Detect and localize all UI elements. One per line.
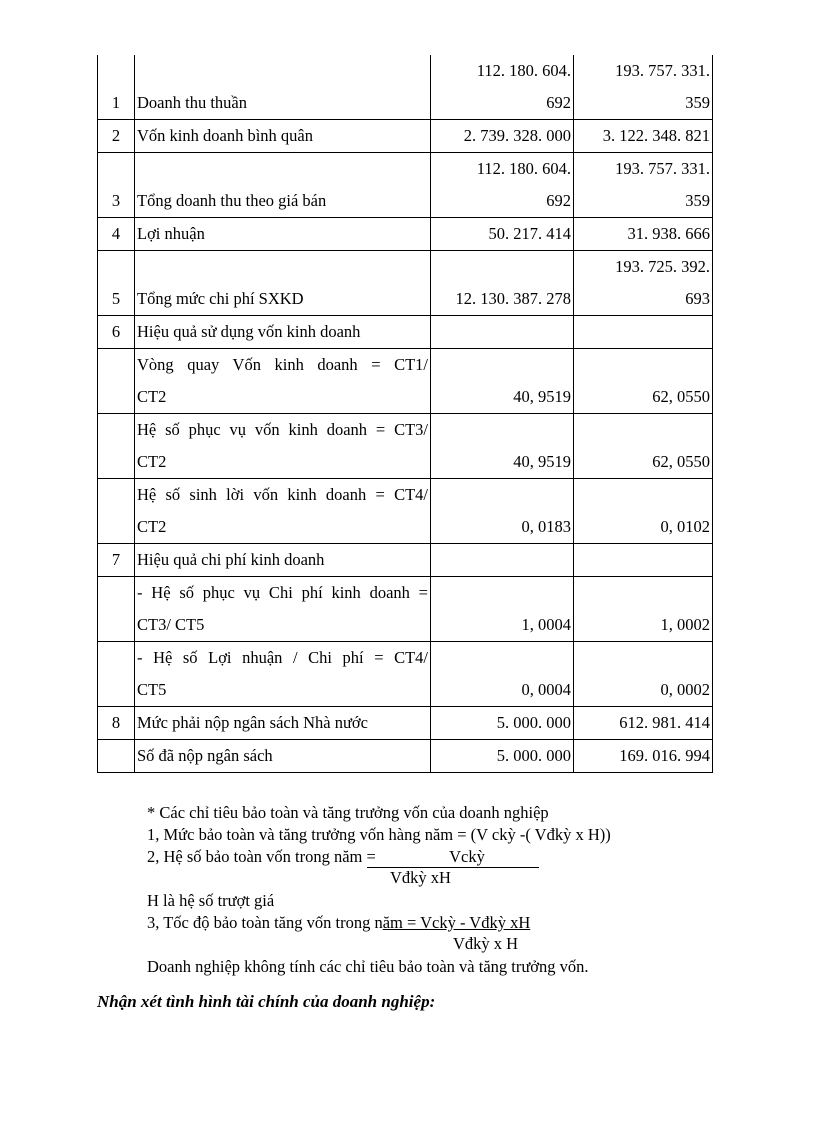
cell-stt [98, 218, 135, 251]
cell-name-line: - Hệ số Lợi nhuận / Chi phí = CT4/ [137, 648, 428, 667]
table-row [98, 740, 713, 773]
cell-value-2-line [576, 479, 710, 511]
cell-name [135, 479, 431, 544]
cell-value-2 [574, 414, 713, 479]
cell-value-1-line [433, 316, 571, 348]
cell-value-2 [574, 479, 713, 544]
cell-name-line: Vốn kinh doanh bình quân [137, 126, 313, 145]
cell-name-line: CT5 [137, 680, 167, 699]
cell-name-line: CT2 [137, 452, 167, 471]
table-row [98, 55, 713, 120]
cell-value-2-line [576, 642, 710, 674]
cell-value-2 [574, 544, 713, 577]
cell-name-line: Hiệu quả sử dụng vốn kinh doanh [137, 322, 361, 341]
notes-line-6: Doanh nghiệp không tính các chỉ tiêu bảo toàn và tăng trưởng vốn. [147, 957, 589, 976]
cell-value-1 [431, 316, 574, 349]
cell-value-1-line: 0, 0004 [521, 680, 571, 699]
cell-value-1-line [433, 414, 571, 446]
cell-stt [98, 55, 135, 120]
notes-line-5-denominator-row [147, 934, 611, 956]
cell-value-2-line: 0, 0002 [660, 680, 710, 699]
cell-value-1-line: 12. 130. 387. 278 [455, 289, 571, 308]
cell-value-1-line: 5. 000. 000 [496, 746, 571, 765]
cell-stt [98, 544, 135, 577]
cell-name-line [137, 251, 428, 283]
notes-line-5 [147, 912, 611, 934]
notes-line-3-denominator-row [147, 868, 611, 890]
cell-value-2-line [576, 577, 710, 609]
cell-name [135, 218, 431, 251]
cell-stt [98, 316, 135, 349]
cell-stt [98, 414, 135, 479]
cell-value-2-line: 0, 0102 [660, 517, 710, 536]
notes-line-5-formula: ăm = Vckỳ - Vđkỳ xH [382, 913, 531, 932]
cell-stt-line: 2 [111, 126, 121, 145]
formula-3-denominator: Vđkỳ x H [453, 934, 519, 953]
cell-value-1 [431, 218, 574, 251]
cell-value-1-line: 112. 180. 604. [476, 159, 571, 178]
table-row [98, 120, 713, 153]
table-row [98, 251, 713, 316]
cell-value-1 [431, 414, 574, 479]
cell-value-1-line [433, 577, 571, 609]
cell-value-2-line: 169. 016. 994 [619, 746, 710, 765]
cell-value-1-line: 0, 0183 [521, 517, 571, 536]
cell-stt-line [100, 381, 132, 413]
cell-value-2-line: 3. 122. 348. 821 [602, 126, 710, 145]
cell-name [135, 577, 431, 642]
cell-value-1 [431, 349, 574, 414]
table-row [98, 218, 713, 251]
cell-value-1-line [433, 251, 571, 283]
cell-value-2 [574, 55, 713, 120]
cell-value-2-line: 31. 938. 666 [627, 224, 710, 243]
cell-name-line: CT2 [137, 517, 167, 536]
cell-name [135, 740, 431, 773]
table-row [98, 642, 713, 707]
cell-stt-line [100, 446, 132, 478]
cell-value-2-line [576, 316, 710, 348]
cell-name-line: Tổng doanh thu theo giá bán [137, 191, 327, 210]
cell-value-1-line: 112. 180. 604. [476, 61, 571, 80]
cell-value-1 [431, 251, 574, 316]
cell-value-2-line [576, 349, 710, 381]
cell-stt-line: 4 [111, 224, 121, 243]
cell-name-line [137, 153, 428, 185]
cell-value-1-line: 40, 9519 [513, 452, 571, 471]
cell-name [135, 120, 431, 153]
cell-stt [98, 349, 135, 414]
table-row [98, 544, 713, 577]
cell-value-2 [574, 120, 713, 153]
cell-value-1 [431, 740, 574, 773]
cell-name [135, 316, 431, 349]
cell-stt-line [100, 740, 132, 772]
cell-stt [98, 153, 135, 218]
cell-name-line: Hệ số phục vụ vốn kinh doanh = CT3/ [137, 420, 428, 439]
cell-value-2-line: 612. 981. 414 [619, 713, 710, 732]
cell-value-1-line: 2. 739. 328. 000 [463, 126, 571, 145]
cell-name [135, 707, 431, 740]
cell-value-2-line: 359 [685, 191, 710, 210]
cell-value-2-line: 693 [685, 289, 710, 308]
cell-value-2-line: 193. 757. 331. [615, 159, 710, 178]
cell-stt-line [100, 674, 132, 706]
cell-stt-line: 8 [111, 713, 121, 732]
cell-name [135, 153, 431, 218]
cell-name [135, 544, 431, 577]
table-row [98, 316, 713, 349]
cell-stt [98, 577, 135, 642]
cell-value-2-line: 62, 0550 [652, 387, 710, 406]
cell-value-1-line [433, 544, 571, 576]
notes-line-1: * Các chỉ tiêu bảo toàn và tăng trưởng vốn của doanh nghiệp [147, 803, 549, 822]
cell-value-1-line: 1, 0004 [521, 615, 571, 634]
cell-value-1 [431, 153, 574, 218]
cell-value-1-line: 692 [546, 191, 571, 210]
cell-name-line: Số đã nộp ngân sách [137, 746, 273, 765]
cell-stt [98, 642, 135, 707]
notes-line-5-prefix: 3, Tốc độ bảo toàn tăng vốn trong n [147, 913, 383, 932]
cell-stt-line [100, 153, 132, 185]
cell-name-line: Doanh thu thuần [137, 93, 247, 112]
cell-value-1-line: 5. 000. 000 [496, 713, 571, 732]
cell-name-line: Hệ số sinh lời vốn kinh doanh = CT4/ [137, 485, 428, 504]
cell-value-2 [574, 707, 713, 740]
cell-stt-line [100, 251, 132, 283]
formula-2-denominator: Vđkỳ xH [390, 868, 451, 887]
cell-stt-line [100, 414, 132, 446]
cell-stt-line: 1 [111, 93, 121, 112]
cell-name-line: Lợi nhuận [137, 224, 205, 243]
cell-value-1 [431, 479, 574, 544]
cell-name [135, 642, 431, 707]
financial-indicators-table [97, 55, 713, 773]
formula-2-numerator [367, 846, 539, 868]
cell-value-2 [574, 740, 713, 773]
cell-stt [98, 251, 135, 316]
cell-value-2-line [576, 544, 710, 576]
cell-stt-line [100, 479, 132, 511]
cell-value-1 [431, 120, 574, 153]
cell-value-1-line [433, 349, 571, 381]
cell-value-1 [431, 55, 574, 120]
cell-value-2 [574, 218, 713, 251]
cell-stt-line [100, 609, 132, 641]
table-row [98, 707, 713, 740]
cell-value-2-line: 193. 757. 331. [615, 61, 710, 80]
cell-stt [98, 740, 135, 773]
capital-preservation-notes [147, 802, 611, 978]
cell-value-1 [431, 642, 574, 707]
cell-value-2 [574, 316, 713, 349]
cell-value-1-line: 50. 217. 414 [488, 224, 571, 243]
table-row [98, 479, 713, 544]
cell-value-2 [574, 642, 713, 707]
cell-value-2 [574, 349, 713, 414]
cell-name-line: Tổng mức chi phí SXKD [137, 289, 304, 308]
table-row [98, 153, 713, 218]
cell-stt-line [100, 349, 132, 381]
section-heading: Nhận xét tình hình tài chính của doanh nghiệp: [97, 992, 436, 1011]
cell-value-2 [574, 251, 713, 316]
formula-2-numerator-text: Vckỳ [449, 847, 485, 866]
cell-stt-line: 6 [111, 322, 121, 341]
table-row [98, 577, 713, 642]
cell-stt-line [100, 55, 132, 87]
cell-stt-line: 5 [111, 289, 121, 308]
notes-line-3-prefix: 2, Hệ số bảo toàn vốn trong năm = [147, 847, 376, 866]
cell-name-line: Hiệu quả chi phí kinh doanh [137, 550, 325, 569]
cell-value-2-line: 62, 0550 [652, 452, 710, 471]
cell-stt [98, 707, 135, 740]
cell-value-1 [431, 707, 574, 740]
table-row [98, 349, 713, 414]
cell-value-1-line [433, 479, 571, 511]
cell-value-1 [431, 577, 574, 642]
cell-value-2-line: 193. 725. 392. [615, 257, 710, 276]
cell-value-1-line: 40, 9519 [513, 387, 571, 406]
cell-stt-line [100, 642, 132, 674]
notes-line-4: H là hệ số trượt giá [147, 891, 275, 910]
cell-stt [98, 479, 135, 544]
cell-stt [98, 120, 135, 153]
cell-value-2-line: 359 [685, 93, 710, 112]
cell-value-2 [574, 577, 713, 642]
cell-value-1-line: 692 [546, 93, 571, 112]
cell-name-line [137, 55, 428, 87]
cell-value-2-line: 1, 0002 [660, 615, 710, 634]
cell-name-line: CT2 [137, 387, 167, 406]
cell-value-2 [574, 153, 713, 218]
cell-name-line: CT3/ CT5 [137, 615, 205, 634]
cell-value-2-line [576, 414, 710, 446]
cell-value-1-line [433, 642, 571, 674]
cell-value-1 [431, 544, 574, 577]
cell-stt-line [100, 577, 132, 609]
cell-stt-line: 7 [111, 550, 121, 569]
cell-name [135, 55, 431, 120]
cell-name [135, 349, 431, 414]
notes-line-2: 1, Mức bảo toàn và tăng trưởng vốn hàng năm = (V ckỳ -( Vđkỳ x H)) [147, 825, 611, 844]
cell-stt-line: 3 [111, 191, 121, 210]
cell-name [135, 414, 431, 479]
cell-name [135, 251, 431, 316]
cell-name-line: Vòng quay Vốn kinh doanh = CT1/ [137, 355, 428, 374]
cell-stt-line [100, 511, 132, 543]
cell-name-line: - Hệ số phục vụ Chi phí kinh doanh = [137, 583, 428, 602]
table-row [98, 414, 713, 479]
cell-name-line: Mức phải nộp ngân sách Nhà nước [137, 713, 368, 732]
